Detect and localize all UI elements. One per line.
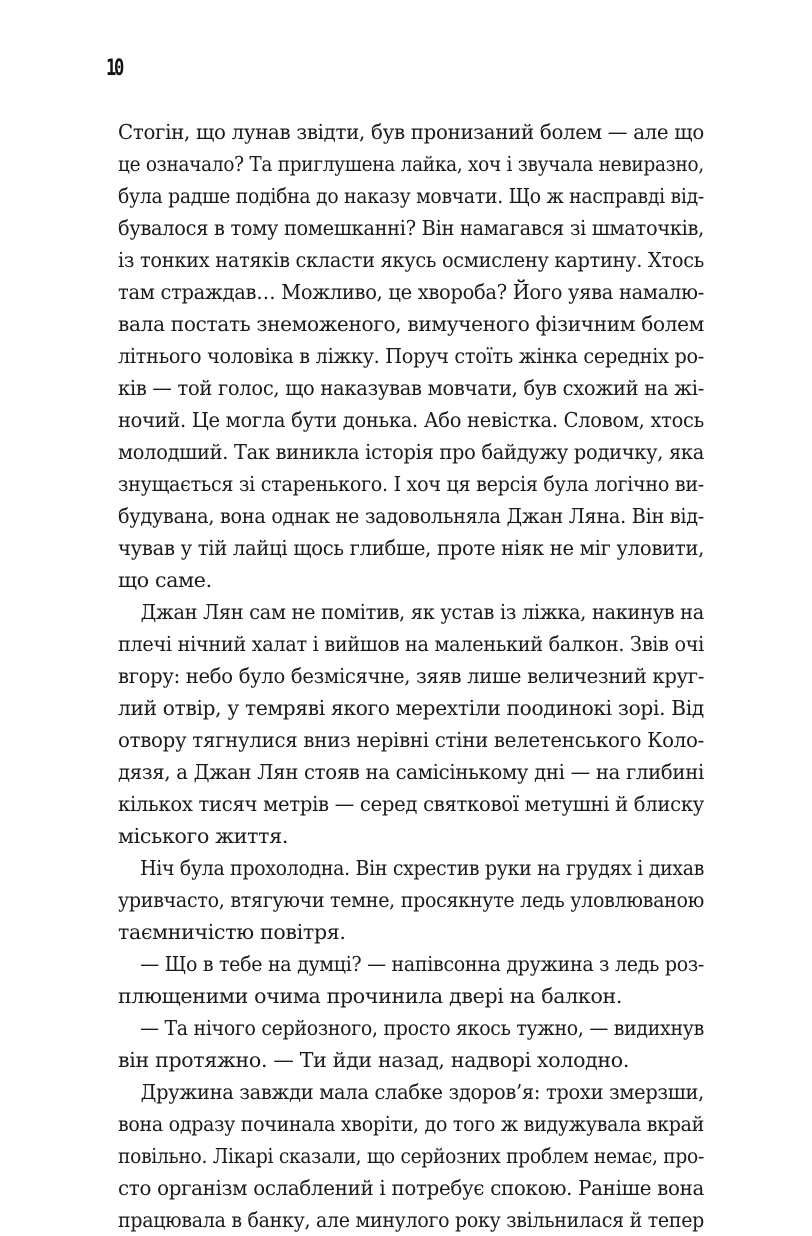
text-line: — Та нічого серйозного, просто якось тужно, — видихнув: [140, 1016, 704, 1040]
text-line: вгору: небо було безмісячне, зяяв лише величезний круг-: [118, 664, 705, 688]
text-line: він протяжно. — Ти йди назад, надворі холодно.: [118, 1048, 630, 1072]
text-line: там страждав… Можливо, це хвороба? Його уява намалю-: [118, 280, 705, 304]
text-line: дязя, а Джан Лян стояв на самісінькому дні — на глибині: [118, 760, 704, 784]
text-line: — Що в тебе на думці? — напівсонна дружина з ледь роз-: [140, 952, 705, 976]
text-line: Джан Лян сам не помітив, як устав із ліжка, накинув на: [140, 600, 704, 624]
text-line: уривчасто, втягуючи темне, просякнуте ледь уловлюваною: [118, 888, 704, 912]
page-number: 10: [106, 56, 122, 81]
text-line: ків — той голос, що наказував мовчати, був схожий на жі-: [118, 376, 705, 400]
text-line: кількох тисяч метрів — серед святкової метушні й блиску: [118, 792, 705, 816]
text-line: вона одразу починала хворіти, до того ж видужувала вкрай: [118, 1112, 704, 1136]
body-text: [118, 116, 704, 1236]
text-line: сто організм ослаблений і потребує спокою. Раніше вона: [118, 1176, 705, 1200]
text-line: це означало? Та приглушена лайка, хоч і звучала невиразно,: [118, 152, 704, 176]
text-line: ночий. Це могла бути донька. Або невістка. Словом, хтось: [118, 408, 704, 432]
text-line: знущається зі старенького. І хоч ця версія була логічно ви-: [118, 472, 704, 496]
text-line: таємничістю повітря.: [118, 920, 346, 944]
text-line: була радше подібна до наказу мовчати. Що ж насправді від-: [118, 184, 704, 208]
text-line: плечі нічний халат і вийшов на маленький балкон. Звів очі: [118, 632, 705, 656]
text-line: отвору тягнулися вниз нерівні стіни велетенського Коло-: [118, 728, 705, 752]
text-line: лий отвір, у темряві якого мерехтіли поодинокі зорі. Від: [118, 696, 705, 720]
text-line: будувана, вона однак не задовольняла Джан Ляна. Він від-: [118, 504, 705, 528]
text-line: повільно. Лікарі сказали, що серйозних проблем немає, про-: [118, 1144, 705, 1168]
text-line: бувалося в тому помешканні? Він намагався зі шматочків,: [118, 216, 705, 240]
text-line: із тонких натяків скласти якусь осмислену картину. Хтось: [118, 248, 704, 272]
text-line: чував у тій лайці щось глибше, проте ніяк не міг уловити,: [118, 536, 705, 560]
text-line: Стогін, що лунав звідти, був пронизаний болем — але що: [118, 120, 704, 144]
text-line: Ніч була прохолодна. Він схрестив руки на грудях і дихав: [140, 856, 705, 880]
text-line: плющеними очима прочинила двері на балкон.: [118, 984, 623, 1008]
text-line: що саме.: [118, 568, 212, 592]
text-line: Дружина завжди мала слабке здоров’я: трохи змерзши,: [140, 1080, 705, 1104]
text-line: працювала в банку, але минулого року звільнилася й тепер: [118, 1208, 705, 1232]
text-line: міського життя.: [118, 824, 289, 848]
text-line: літнього чоловіка в ліжку. Поруч стоїть жінка середніх ро-: [118, 344, 705, 368]
text-line: молодший. Так виникла історія про байдужу родичку, яка: [118, 440, 705, 464]
text-line: вала постать знеможеного, вимученого фізичним болем: [118, 312, 705, 336]
